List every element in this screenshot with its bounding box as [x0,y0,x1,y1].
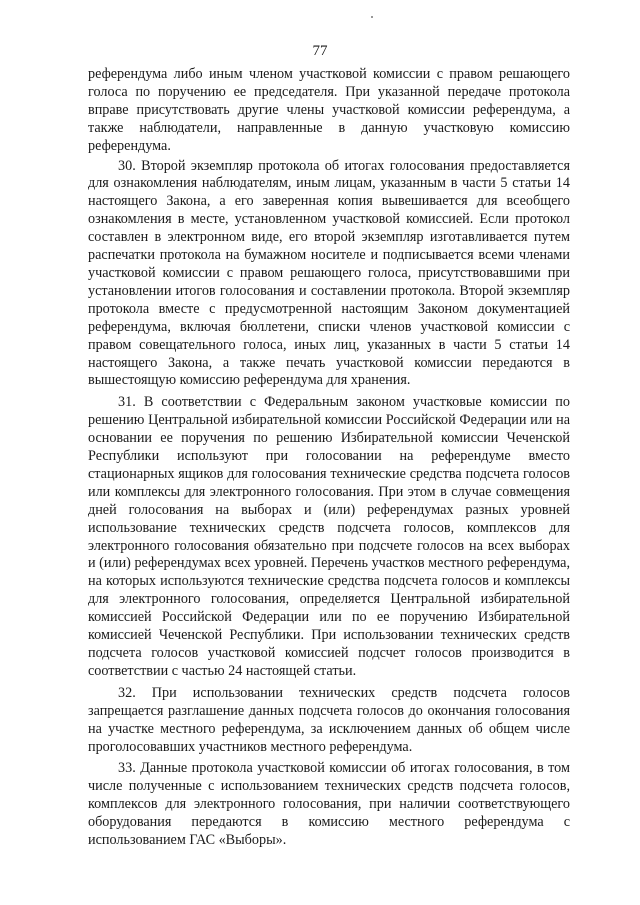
paragraph-33: 33. Данные протокола участковой комиссии об итогах голосования, в том числе полученные с использованием технических средств подсчета голосов, комплексов для электронного голосования, при наличии соответствующего оборудования передаются в комиссию местного референдума с использованием ГАС «Выборы». [88,760,570,849]
paragraph-32: 32. При использовании технических средств подсчета голосов запрещается разглашение данных подсчета голосов до окончания голосования на участке местного референдума, за исключением данных об общем числе проголосовавших участников местного референдума. [88,684,570,755]
paragraph-continuation: референдума либо иным членом участковой комиссии с правом решающего голоса по поручению ее председателя. При указанной передаче протокола вправе присутствовать другие члены участковой комиссии референдума, а также наблюдатели, направленные в данную участковую комиссию референдума. [88,66,570,154]
scan-speck [371,16,373,18]
document-body [88,66,570,850]
paragraph-30: 30. Второй экземпляр протокола об итогах голосования предоставляется для ознакомления наблюдателям, иным лицам, указанным в части 5 статьи 14 настоящего Закона, а его заверенная копия вывешивается для всеобщего ознакомления в месте, установленном участковой комиссией. Если протокол составлен в электронном виде, его второй экземпляр изготавливается путем распечатки протокола на бумажном носителе и подписывается всеми членами участковой комиссии с правом решающего голоса, присутствовавшими при установлении итогов голосования и составлении протокола. Второй экземпляр протокола вместе с предусмотренной настоящим Законом документацией референдума, включая бюллетени, списки членов участковой комиссии с правом совещательного голоса, иных лиц, указанных в части 5 статьи 14 настоящего Закона, а также печать участковой комиссии передаются в вышестоящую комиссию референдума для хранения. [88,157,570,389]
paragraph-31: 31. В соответствии с Федеральным законом участковые комиссии по решению Центральной избирательной комиссии Российской Федерации или на основании ее поручения по решению Избирательной комиссии Чеченской Республики используют при голосовании на референдуме вместо стационарных ящиков для голосования технические средства подсчета голосов или комплексы для электронного голосования. При этом в случае совмещения дней голосования на выборах и (или) референдумах разных уровней использование технических средств подсчета голосов, комплексов для электронного голосования обязательно при подсчете голосов на всех выборах и (или) референдумах всех уровней. Перечень участков местного референдума, на которых используются технические средства подсчета голосов и комплексы для электронного голосования, определяется Центральной избирательной комиссией Российской Федерации или по ее поручению Избирательной комиссией Чеченской Республики. При использовании технических средств подсчета голосов участковой комиссией подсчет голосов производится в соответствии с частью 24 настоящей статьи. [88,394,570,679]
page-number: 77 [312,43,328,59]
